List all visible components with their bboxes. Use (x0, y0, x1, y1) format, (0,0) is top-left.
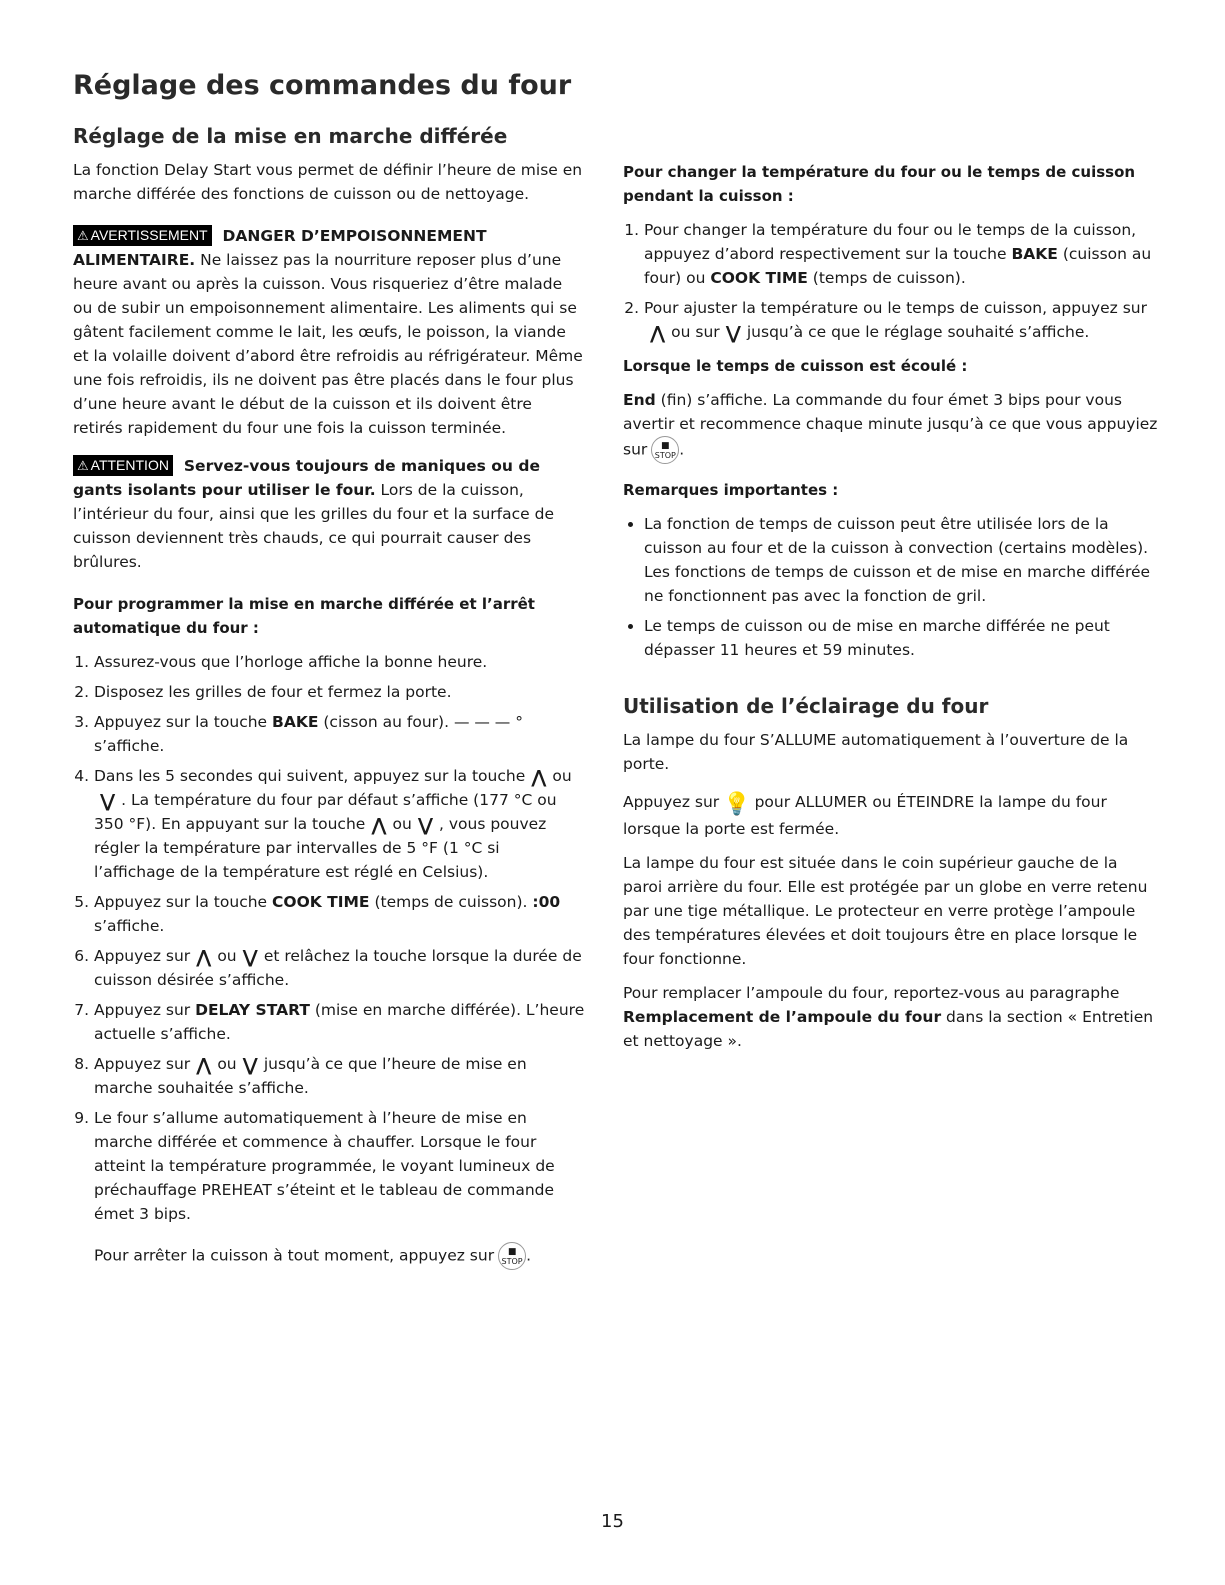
step-9: 9. Le four s’allume automatiquement à l’heure de mise en marche différée et commence à chauffer. Lorsque le four atteint la température programmée, le voyant lumineux de préchauffage PREHEAT s’éteint et le tableau de commande émet 3 bips. (94, 1106, 585, 1226)
bake-key: BAKE (1011, 245, 1058, 263)
right-column (623, 160, 1158, 1063)
caution-triangle-icon: ⚠ (77, 458, 89, 473)
bake-key: BAKE (272, 713, 319, 731)
up-arrow-icon: ⋀ (196, 1055, 212, 1076)
oven-light-heading: Utilisation de l’éclairage du four (623, 694, 989, 718)
down-arrow-icon: ⋁ (100, 791, 116, 812)
light-paragraph-3: La lampe du four est située dans le coin supérieur gauche de la paroi arrière du four. Elle est protégée par un globe en verre retenu par une tige métallique. Le protecteur en verre protège l’ampoule des températures élevées et doit toujours être en place lorsque le four fonctionne. (623, 854, 1148, 968)
stop-button-icon: ■ STOP (651, 436, 679, 464)
step-6: 6. Appuyez sur ⋀ ou ⋁ et relâchez la touche lorsque la durée de cuisson désirée s’affiche. (94, 944, 585, 992)
page-number: 15 (601, 1511, 624, 1532)
note-2: • Le temps de cuisson ou de mise en marche différée ne peut dépasser 11 heures et 59 minutes. (644, 614, 1158, 662)
page-title: Réglage des commandes du four (73, 70, 572, 101)
change-step-1: 1. Pour changer la température du four ou le temps de la cuisson, appuyez d’abord respectivement sur la touche BAKE (cuisson au four) ou COOK TIME (temps de cuisson). (644, 218, 1158, 290)
note-1: • La fonction de temps de cuisson peut être utilisée lors de la cuisson au four et de la cuisson à convection (certains modèles). Les fonctions de temps de cuisson et de mise en marche différée ne fonctionnent pas avec la fonction de gril. (644, 512, 1158, 608)
down-arrow-icon: ⋁ (242, 947, 258, 968)
step-5: 5. Appuyez sur la touche COOK TIME (temps de cuisson). :00 s’affiche. (94, 890, 585, 938)
light-bulb-icon: 💡 (723, 792, 751, 817)
up-arrow-icon: ⋀ (196, 947, 212, 968)
bulb-replacement-ref: Remplacement de l’ampoule du four (623, 1008, 942, 1026)
left-column (73, 122, 585, 1280)
down-arrow-icon: ⋁ (417, 815, 433, 836)
delay-start-heading: Réglage de la mise en marche différée (73, 124, 508, 148)
light-paragraph-2: Appuyez sur 💡 pour ALLUMER ou ÉTEINDRE la lampe du four lorsque la porte est fermée. (623, 792, 1107, 838)
up-arrow-icon: ⋀ (531, 767, 547, 788)
cook-time-key: COOK TIME (710, 269, 808, 287)
step-3: 3. Appuyez sur la touche BAKE (cisson au four). — — — ° s’affiche. (94, 710, 585, 758)
notes-list (623, 512, 1158, 662)
warning-block (73, 224, 585, 440)
delay-start-key: DELAY START (195, 1001, 310, 1019)
step-7: 7. Appuyez sur DELAY START (mise en marche différée). L’heure actuelle s’affiche. (94, 998, 585, 1046)
caution-title: Servez-vous toujours de maniques ou de gants isolants pour utiliser le four. (73, 457, 540, 499)
warning-triangle-icon: ⚠ (77, 228, 89, 243)
stop-instruction: Pour arrêter la cuisson à tout moment, appuyez sur ■ STOP . (73, 1242, 585, 1270)
notes-heading: Remarques importantes : (623, 481, 839, 499)
light-paragraph-4: Pour remplacer l’ampoule du four, reportez-vous au paragraphe Remplacement de l’ampoule du four dans la section « Entretien et nettoyage ». (623, 984, 1154, 1050)
warning-title: DANGER D’EMPOISONNEMENT ALIMENTAIRE. (73, 227, 487, 269)
program-steps (73, 650, 585, 1226)
down-arrow-icon: ⋁ (725, 323, 741, 344)
program-heading: Pour programmer la mise en marche différée et l’arrêt automatique du four : (73, 595, 535, 637)
display-dashes: — — — ° (453, 713, 523, 731)
warning-badge: ⚠ AVERTISSEMENT (73, 225, 212, 246)
delay-start-intro: La fonction Delay Start vous permet de définir l’heure de mise en marche différée des fonctions de cuisson ou de nettoyage. (73, 161, 583, 203)
caution-badge: ⚠ ATTENTION (73, 455, 173, 476)
caution-block (73, 454, 585, 574)
display-zero: :00 (532, 893, 561, 911)
change-heading: Pour changer la température du four ou le temps de cuisson pendant la cuisson : (623, 163, 1136, 205)
change-step-2: 2. Pour ajuster la température ou le temps de cuisson, appuyez sur⋀ ou sur ⋁ jusqu’à ce que le réglage souhaité s’affiche. (644, 296, 1158, 344)
step-4: 4. Dans les 5 secondes qui suivent, appuyez sur la touche ⋀ ou⋁ . La température du four par défaut s’affiche (177 °C ou 350 °F). En appuyant sur la touche ⋀ ou ⋁ , vous pouvez régler la température par intervalles de 5 °F (1 °C si l’affichage de la température est réglé en Celsius). (94, 764, 585, 884)
up-arrow-icon: ⋀ (371, 815, 387, 836)
down-arrow-icon: ⋁ (242, 1055, 258, 1076)
elapsed-heading: Lorsque le temps de cuisson est écoulé : (623, 357, 968, 375)
up-arrow-icon: ⋀ (650, 323, 666, 344)
stop-button-icon: ■ STOP (498, 1242, 526, 1270)
cook-time-key: COOK TIME (272, 893, 370, 911)
step-1: 1. Assurez-vous que l’horloge affiche la bonne heure. (94, 650, 585, 674)
step-8: 8. Appuyez sur ⋀ ou ⋁ jusqu’à ce que l’heure de mise en marche souhaitée s’affiche. (94, 1052, 585, 1100)
warning-text: Ne laissez pas la nourriture reposer plus d’une heure avant ou après la cuisson. Vous risqueriez d’être malade ou de subir un empoisonnement alimentaire. Les aliments qui se gâtent facilement comme le lait, les œufs, le poisson, la viande et la volaille doivent d’abord être refroidis au réfrigérateur. Même une fois refroidis, ils ne doivent pas être placés dans le four plus d’une heure avant le début de la cuisson et ils doivent être retirés rapidement du four une fois la cuisson terminée. (73, 251, 583, 437)
light-paragraph-1: La lampe du four S’ALLUME automatiquement à l’ouverture de la porte. (623, 731, 1129, 773)
caution-text: Lors de la cuisson, l’intérieur du four, ainsi que les grilles du four et la surface de cuisson deviennent très chauds, ce qui pourrait causer des brûlures. (73, 481, 554, 571)
step-2: 2. Disposez les grilles de four et fermez la porte. (94, 680, 585, 704)
end-display: End (623, 391, 656, 409)
elapsed-text: End (fin) s’affiche. La commande du four émet 3 bips pour vous avertir et recommence chaque minute jusqu’à ce que vous appuyiez sur ■ STOP . (623, 388, 1158, 464)
change-steps (623, 218, 1158, 344)
